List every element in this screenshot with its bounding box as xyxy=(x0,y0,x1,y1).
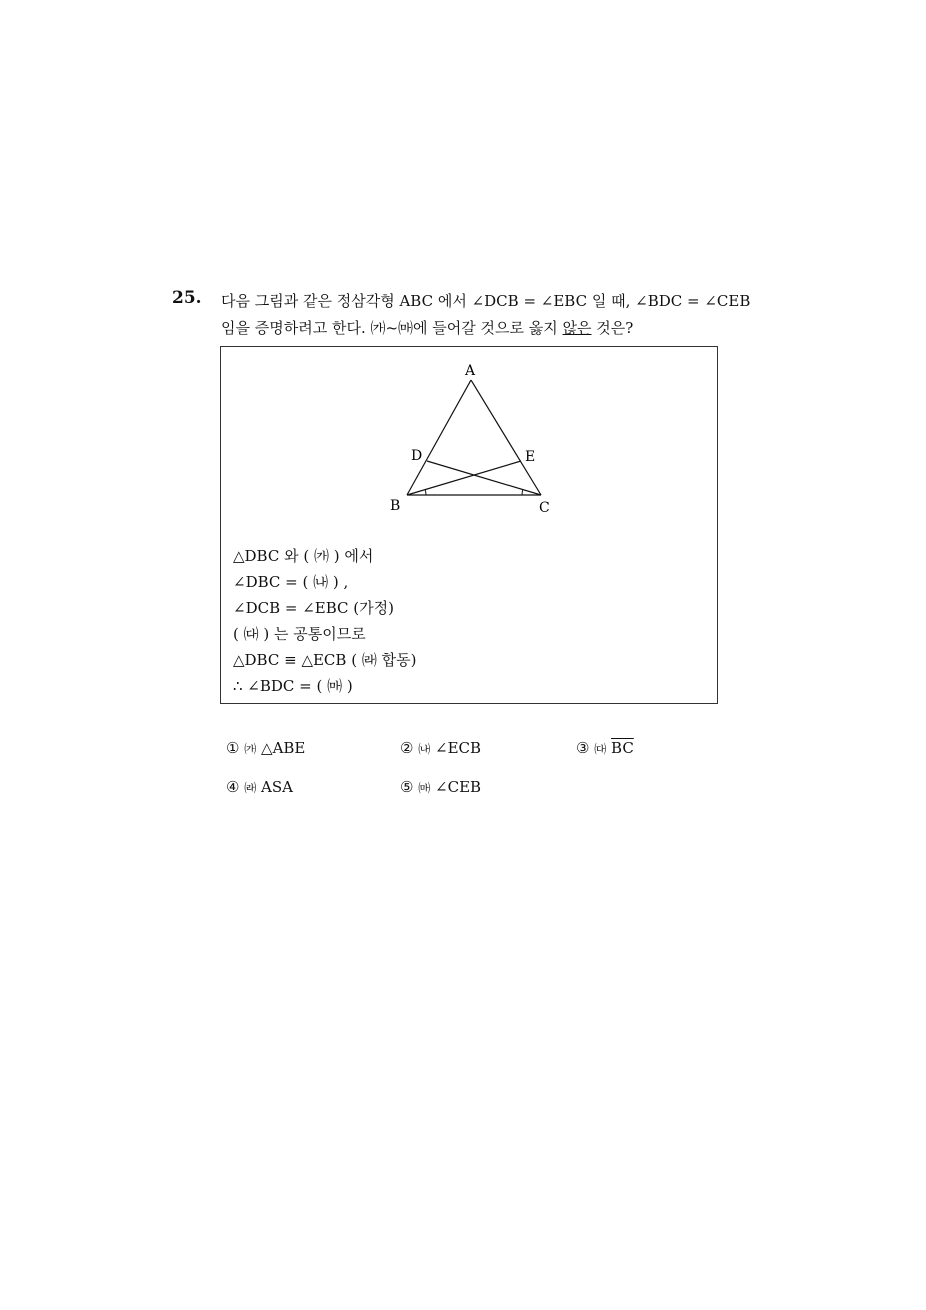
label-E: E xyxy=(525,449,536,465)
choice-text: ∠CEB xyxy=(435,778,482,796)
question-text-line2-post: 것은? xyxy=(591,319,634,337)
label-B: B xyxy=(390,498,401,514)
proof-line: ∠DCB = ∠EBC (가정) xyxy=(233,599,394,617)
proof-line: △DBC ≡ △ECB ( ㈑ 합동) xyxy=(233,651,417,669)
choice-2[interactable] xyxy=(400,739,481,757)
label-A: A xyxy=(465,363,476,379)
proof-line: ∴ ∠BDC = ( ㈒ ) xyxy=(233,677,353,695)
choice-text: △ABE xyxy=(261,739,306,757)
choice-number: ① xyxy=(226,739,240,757)
question-text-line1: 다음 그림과 같은 정삼각형 ABC 에서 ∠DCB = ∠EBC 일 때, ∠BDC = ∠CEB xyxy=(221,292,751,310)
choice-number: ⑤ xyxy=(400,778,414,796)
choice-number: ② xyxy=(400,739,414,757)
triangle-figure xyxy=(221,347,717,537)
choice-4[interactable] xyxy=(226,778,293,796)
choice-tag: ㈒ xyxy=(418,781,431,795)
question-underlined-word: 않은 xyxy=(562,319,592,337)
choice-text: ASA xyxy=(261,778,293,796)
choice-text: ∠ECB xyxy=(435,739,482,757)
choice-3[interactable] xyxy=(576,739,634,757)
proof-line: ∠DBC = ( ㈏ ) , xyxy=(233,573,349,591)
choice-1[interactable] xyxy=(226,739,305,757)
question-text-line2 xyxy=(221,317,633,338)
label-D: D xyxy=(411,448,423,464)
choice-number: ④ xyxy=(226,778,240,796)
choice-tag: ㈑ xyxy=(244,781,257,795)
choice-number: ③ xyxy=(576,739,590,757)
choice-5[interactable] xyxy=(400,778,481,796)
question-number: 25. xyxy=(172,288,202,308)
choice-text: $\overline{BC}$ xyxy=(611,739,634,757)
choice-tag: ㈏ xyxy=(418,742,431,756)
proof-line: △DBC 와 ( ㈎ ) 에서 xyxy=(233,547,374,565)
side-AB xyxy=(407,380,471,495)
segment-BE xyxy=(407,461,521,495)
choice-tag: ㈎ xyxy=(244,742,257,756)
proof-text xyxy=(233,543,416,699)
question-text-line2-pre: 임을 증명하려고 한다. ㈎~㈒에 들어갈 것으로 옳지 xyxy=(221,319,563,337)
proof-line: ( ㈐ ) 는 공통이므로 xyxy=(233,625,366,643)
choice-tag: ㈐ xyxy=(594,742,607,756)
proof-box xyxy=(220,346,718,704)
label-C: C xyxy=(539,500,550,516)
